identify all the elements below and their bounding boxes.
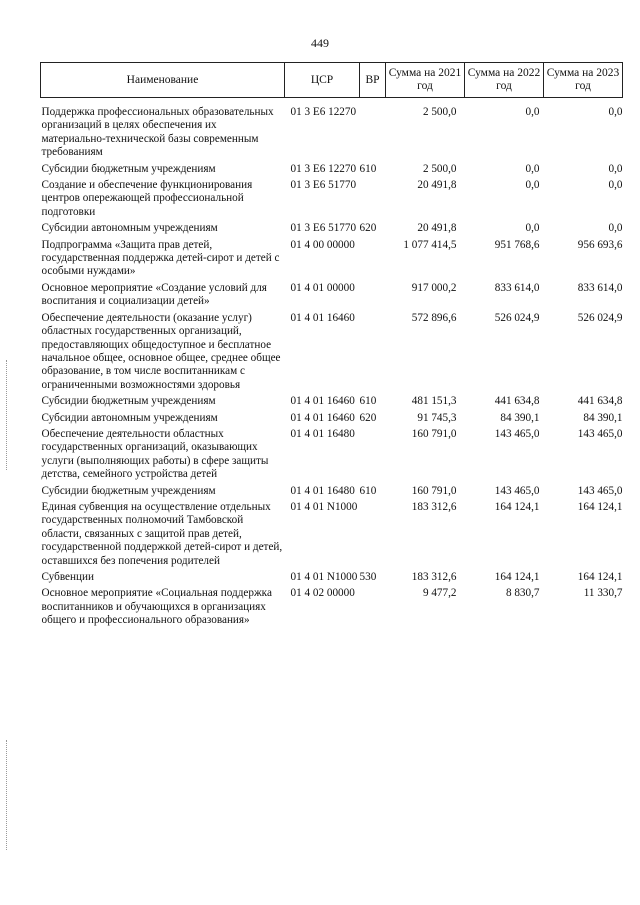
row-vr: 610: [359, 484, 377, 497]
row-sum-2023: 441 634,8: [577, 395, 623, 408]
row-vr: 620: [359, 222, 377, 235]
row-sum-2021: 2 500,0: [422, 106, 457, 118]
row-sum-2023: 143 465,0: [577, 484, 623, 497]
header-name: Наименование: [41, 63, 285, 98]
row-csr: 01 3 Е6 12270: [290, 162, 357, 175]
row-sum-2021: 9 477,2: [422, 587, 457, 600]
row-sum-2023: 0,0: [608, 106, 623, 118]
row-sum-2022: 0,0: [525, 162, 540, 175]
row-name: Поддержка профессиональных образовательных организаций в целях обеспечения их материально-технической базы современным требованиям: [41, 106, 274, 159]
row-csr: 01 3 Е6 12270: [290, 106, 357, 118]
table-row: [41, 501, 623, 571]
row-sum-2021: 20 491,8: [417, 179, 457, 192]
row-vr: 610: [359, 162, 377, 175]
row-name: Субсидии бюджетным учреждениям: [41, 395, 216, 408]
row-vr: [360, 587, 386, 630]
row-sum-2022: 143 465,0: [494, 427, 540, 440]
row-sum-2022: 0,0: [525, 222, 540, 235]
row-name: Субвенции: [41, 571, 94, 583]
row-vr: [360, 179, 386, 222]
table-row: [41, 312, 623, 395]
margin-dots: [6, 360, 9, 470]
row-csr: 01 4 02 00000: [290, 587, 355, 600]
header-sum-2022: Сумма на 2022 год: [465, 63, 544, 98]
row-name: Создание и обеспечение функционирования центров опережающей профессиональной подготовки: [41, 179, 253, 218]
header-csr: ЦСР: [285, 63, 360, 98]
row-name: Подпрограмма «Защита прав детей, государственная поддержка детей-сирот и детей с особыми нуждами»: [41, 238, 280, 278]
row-sum-2022: 833 614,0: [494, 281, 540, 294]
row-name: Обеспечение деятельности областных государственных организаций, оказывающих услуги (выполняющих работы) в сфере защиты детства, семейного устройства детей: [41, 427, 269, 481]
row-sum-2023: 956 693,6: [577, 238, 623, 251]
table-row: [41, 428, 623, 485]
row-sum-2022: 951 768,6: [494, 238, 540, 251]
row-sum-2022: 0,0: [525, 179, 540, 192]
row-vr: [360, 501, 386, 571]
row-sum-2021: 183 312,6: [411, 571, 457, 583]
row-csr: 01 4 01 16460: [290, 395, 355, 408]
row-csr: 01 4 01 N1000: [290, 571, 358, 583]
row-sum-2021: 2 500,0: [422, 162, 457, 175]
row-sum-2021: 183 312,6: [411, 500, 457, 513]
table-row: [41, 587, 623, 630]
row-name: Субсидии автономным учреждениям: [41, 222, 218, 235]
table-row: [41, 98, 623, 163]
margin-dots: [6, 740, 9, 850]
row-sum-2021: 1 077 414,5: [403, 238, 457, 251]
row-sum-2021: 91 745,3: [417, 411, 457, 424]
row-sum-2021: 20 491,8: [417, 222, 457, 235]
row-name: Основное мероприятие «Социальная поддержка воспитанников и обучающихся в организациях общего и профессионального образования»: [41, 587, 272, 627]
row-name: Субсидии бюджетным учреждениям: [41, 162, 216, 175]
row-csr: 01 3 Е6 51770: [290, 179, 357, 192]
row-csr: 01 4 01 16480: [290, 484, 355, 497]
table-row: [41, 163, 623, 179]
budget-table: [40, 62, 623, 631]
row-sum-2023: 143 465,0: [577, 427, 623, 440]
row-vr: [360, 282, 386, 312]
row-sum-2023: 84 390,1: [583, 411, 623, 424]
row-csr: 01 3 Е6 51770: [290, 222, 357, 235]
page-number: 449: [311, 36, 329, 50]
row-sum-2021: 917 000,2: [411, 281, 457, 294]
row-sum-2022: 164 124,1: [494, 500, 540, 513]
row-name: Обеспечение деятельности (оказание услуг) областных государственных организаций, предоставляющих общедоступное и бесплатное начальное общее, основное общее, среднее общее образование, в том числе воспитанникам с ограниченными возможностями здоровья: [41, 311, 281, 391]
row-sum-2022: 8 830,7: [505, 587, 540, 600]
header-sum-2021: Сумма на 2021 год: [386, 63, 465, 98]
row-name: Субсидии бюджетным учреждениям: [41, 484, 216, 497]
row-sum-2023: 164 124,1: [577, 571, 623, 583]
row-sum-2021: 160 791,0: [411, 427, 457, 440]
row-csr: 01 4 01 00000: [290, 281, 355, 294]
row-sum-2021: 481 151,3: [411, 395, 457, 408]
table-row: [41, 222, 623, 238]
row-csr: 01 4 01 16460: [290, 311, 355, 324]
row-csr: 01 4 00 00000: [290, 238, 355, 251]
row-csr: 01 4 01 16480: [290, 427, 355, 440]
header-vr: ВР: [360, 63, 386, 98]
row-sum-2022: 526 024,9: [494, 311, 540, 324]
row-sum-2023: 164 124,1: [577, 500, 623, 513]
row-sum-2023: 0,0: [608, 179, 623, 192]
table-row: [41, 179, 623, 222]
table-header-row: [41, 63, 623, 98]
row-sum-2021: 160 791,0: [411, 484, 457, 497]
table-row: [41, 412, 623, 428]
row-vr: [360, 239, 386, 282]
row-vr: 530: [359, 571, 377, 583]
table-row: [41, 395, 623, 411]
table-row: [41, 282, 623, 312]
row-vr: [360, 98, 386, 163]
row-sum-2023: 0,0: [608, 222, 623, 235]
row-vr: 610: [359, 395, 377, 408]
row-name: Единая субвенция на осуществление отдельных государственных полномочий Тамбовской области, связанных с защитой прав детей, государственной поддержкой детей-сирот и детей, оставшихся без попечения родителей: [41, 500, 283, 567]
row-vr: 620: [359, 411, 377, 424]
row-csr: 01 4 01 N1000: [290, 500, 358, 513]
row-sum-2021: 572 896,6: [411, 311, 457, 324]
row-sum-2023: 526 024,9: [577, 311, 623, 324]
row-name: Основное мероприятие «Создание условий для воспитания и социализации детей»: [41, 281, 267, 308]
row-sum-2023: 11 330,7: [583, 587, 623, 600]
row-sum-2022: 441 634,8: [494, 395, 540, 408]
row-vr: [360, 428, 386, 485]
row-sum-2022: 84 390,1: [500, 411, 540, 424]
row-vr: [360, 312, 386, 395]
row-sum-2022: 0,0: [525, 106, 540, 118]
table-row: [41, 571, 623, 587]
row-sum-2022: 143 465,0: [494, 484, 540, 497]
row-name: Субсидии автономным учреждениям: [41, 411, 218, 424]
row-sum-2023: 833 614,0: [577, 281, 623, 294]
table-row: [41, 485, 623, 501]
row-sum-2023: 0,0: [608, 162, 623, 175]
header-sum-2023: Сумма на 2023 год: [544, 63, 623, 98]
table-row: [41, 239, 623, 282]
row-sum-2022: 164 124,1: [494, 571, 540, 583]
row-csr: 01 4 01 16460: [290, 411, 355, 424]
